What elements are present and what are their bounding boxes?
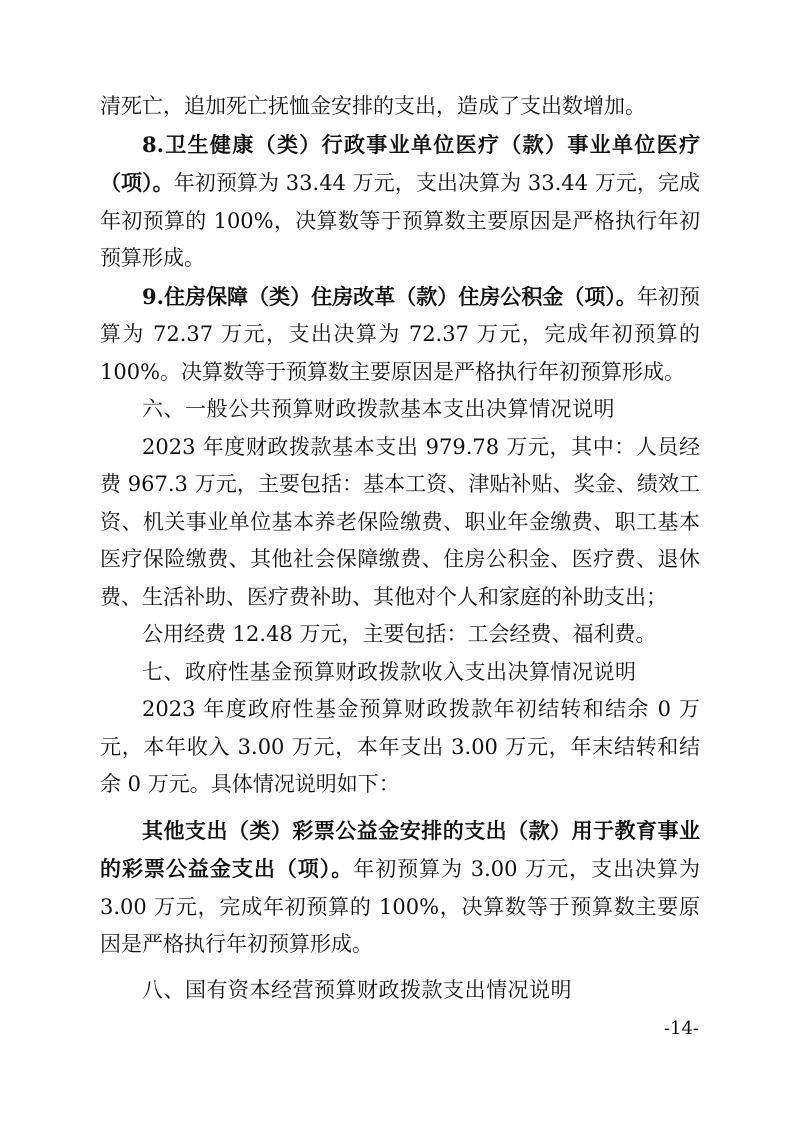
paragraph-item-9 [100,278,700,392]
paragraph-lottery-fund [100,812,700,964]
lottery-fund-text: 年初预算为 3.00 万元，支出决算为 3.00 万元，完成年初预算的 100%，决算数等于预算数主要原因是严格执行年初预算形成。 [100,857,700,956]
paragraph-government-fund: 2023 年度政府性基金预算财政拨款年初结转和结余 0 万元，本年收入 3.00 万元，本年支出 3.00 万元，年末结转和结余 0 万元。具体情况说明如下： [100,697,700,796]
paragraph-continuation: 清死亡，追加死亡抚恤金安排的支出，造成了支出数增加。 [100,94,646,118]
section-heading-8: 八、国有资本经营预算财政拨款支出情况说明 [142,977,572,1002]
paragraph-basic-expenditure: 2023 年度财政拨款基本支出 979.78 万元，其中：人员经费 967.3 万元，主要包括：基本工资、津贴补贴、奖金、绩效工资、机关事业单位基本养老保险缴费、职业年金缴费、职工基本医疗保险缴费、其他社会保障缴费、住房公积金、医疗费、退休费、生活补助、医疗费补助、其他对个人和家庭的补助支出； [100,434,700,609]
paragraph-public-funds: 公用经费 12.48 万元，主要包括：工会经费、福利费。 [142,622,657,646]
item-8-title: 8.卫生健康（类）行政事业单位医疗（款）事业单位医疗（项）。 [100,131,700,195]
page-number: -14- [663,1018,699,1039]
paragraph-item-8 [100,126,700,278]
lottery-fund-title: 其他支出（类）彩票公益金安排的支出（款）用于教育事业的彩票公益金支出（项）。 [100,817,700,881]
item-8-text: 年初预算为 33.44 万元，支出决算为 33.44 万元，完成年初预算的 100%，决算数等于预算数主要原因是严格执行年初预算形成。 [100,171,700,270]
section-heading-7: 七、政府性基金预算财政拨款收入支出决算情况说明 [142,659,637,684]
body-text [100,88,700,1009]
item-9-title: 9.住房保障（类）住房改革（款）住房公积金（项）。 [142,283,637,309]
item-9-text: 年初预算为 72.37 万元，支出决算为 72.37 万元，完成年初预算的 100%。决算数等于预算数主要原因是严格执行年初预算形成。 [100,284,701,384]
section-heading-6: 六、一般公共预算财政拨款基本支出决算情况说明 [142,397,615,421]
